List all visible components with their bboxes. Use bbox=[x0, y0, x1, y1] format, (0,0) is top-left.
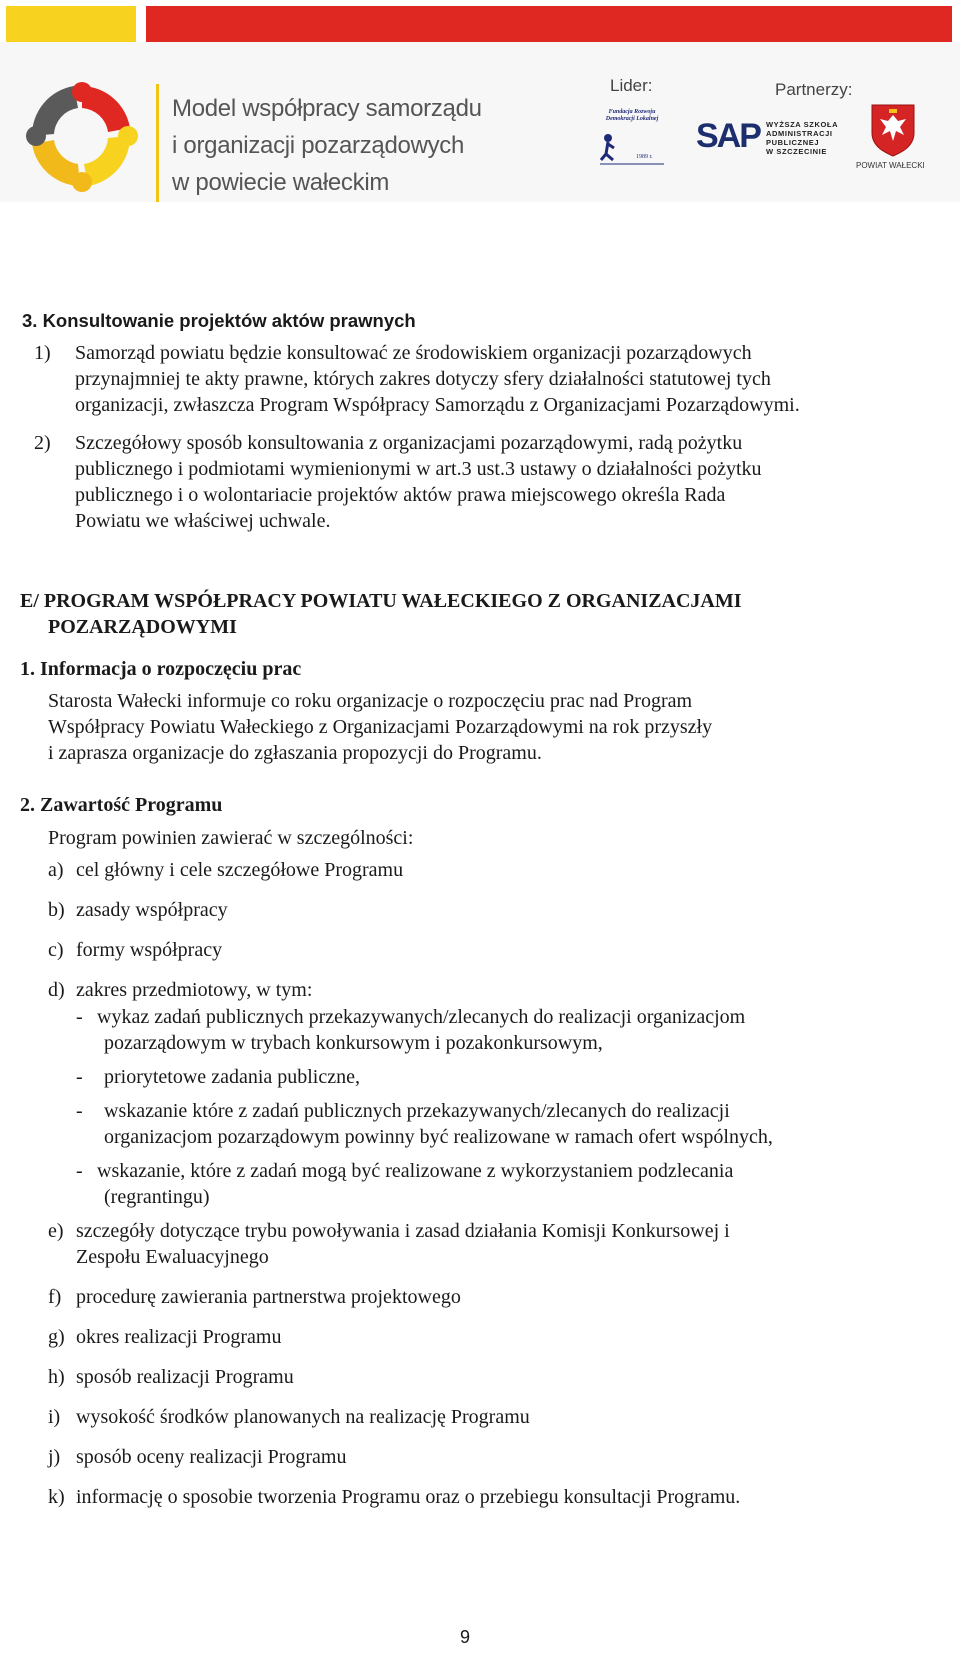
scope-subitem-cont: organizacjom pozarządowym powinny być realizowane w ramach ofert wspólnych, bbox=[104, 1126, 773, 1148]
header-yellow-bar bbox=[6, 6, 136, 42]
sap-logo: SAP bbox=[696, 117, 760, 155]
project-title-line-1: Model współpracy samorządu bbox=[172, 95, 482, 122]
program-item-cont: Zespołu Ewaluacyjnego bbox=[76, 1246, 269, 1268]
subsection-2-intro: Program powinien zawierać w szczególności: bbox=[48, 827, 414, 849]
section-3-item-2-line: Powiatu we właściwej uchwale. bbox=[75, 510, 331, 532]
lider-label: Lider: bbox=[610, 76, 653, 95]
program-item: sposób realizacji Programu bbox=[76, 1366, 294, 1388]
subsection-1-line: Starosta Wałecki informuje co roku organizacje o rozpoczęciu prac nad Program bbox=[48, 690, 693, 712]
sap-name-line-3: PUBLICZNEJ bbox=[766, 138, 820, 147]
sap-name-line-4: W SZCZECINIE bbox=[766, 147, 827, 156]
section-3-item-2-line: publicznego i podmiotami wymienionymi w art.3 ust.3 ustawy o działalności pożytku bbox=[75, 458, 762, 480]
program-item-label: j) bbox=[48, 1446, 61, 1468]
program-item-label: d) bbox=[48, 979, 65, 1001]
header-red-bar bbox=[146, 6, 952, 42]
powiat-label: POWIAT WAŁECKI bbox=[856, 161, 925, 170]
section-3-item-2-number: 2) bbox=[34, 432, 51, 454]
program-item-label: f) bbox=[48, 1286, 62, 1308]
program-item: procedurę zawierania partnerstwa projektowego bbox=[76, 1286, 461, 1308]
section-e-heading: E/ PROGRAM WSPÓŁPRACY POWIATU WAŁECKIEGO Z ORGANIZACJAMI bbox=[20, 590, 742, 612]
program-item-label: a) bbox=[48, 859, 64, 881]
section-e-heading-cont: POZARZĄDOWYMI bbox=[48, 616, 237, 638]
program-item: wysokość środków planowanych na realizację Programu bbox=[76, 1406, 530, 1428]
program-item-label: i) bbox=[48, 1406, 61, 1428]
program-item-label: h) bbox=[48, 1366, 65, 1388]
scope-dash: - bbox=[76, 1066, 83, 1088]
program-item: formy współpracy bbox=[76, 939, 223, 961]
scope-subitem-cont: pozarządowym w trybach konkursowym i pozakonkursowym, bbox=[104, 1032, 603, 1054]
program-item-label: c) bbox=[48, 939, 64, 961]
page-number: 9 bbox=[459, 1627, 470, 1647]
program-item-label: b) bbox=[48, 899, 65, 921]
subsection-1-line: Współpracy Powiatu Wałeckiego z Organizacjami Pozarządowymi na rok przyszły bbox=[48, 716, 713, 738]
program-item: zakres przedmiotowy, w tym: bbox=[76, 979, 313, 1001]
section-3-item-2-line: Szczegółowy sposób konsultowania z organizacjami pozarządowymi, radą pożytku bbox=[75, 432, 743, 454]
sap-name bbox=[766, 120, 838, 156]
program-item-label: k) bbox=[48, 1486, 65, 1508]
fundacja-name: Fundacja Rozwoju Demokracji Lokalnej bbox=[605, 109, 659, 122]
project-title-line-2: i organizacji pozarządowych bbox=[172, 132, 465, 159]
scope-dash: - bbox=[76, 1006, 83, 1028]
subsection-1-line: i zaprasza organizacje do zgłaszania propozycji do Programu. bbox=[48, 742, 542, 764]
scope-subitem: priorytetowe zadania publiczne, bbox=[104, 1066, 360, 1088]
scope-subitem: wykaz zadań publicznych przekazywanych/zlecanych do realizacji organizacjom bbox=[97, 1006, 746, 1028]
program-item: cel główny i cele szczegółowe Programu bbox=[76, 859, 404, 881]
program-item: okres realizacji Programu bbox=[76, 1326, 282, 1348]
section-3-item-1-line: organizacji, zwłaszcza Program Współpracy Samorządu z Organizacjami Pozarządowymi. bbox=[75, 394, 800, 416]
project-title bbox=[172, 90, 482, 201]
program-item: szczegóły dotyczące trybu powoływania i zasad działania Komisji Konkursowej i bbox=[76, 1220, 730, 1242]
section-3-item-1-line: przynajmniej te akty prawne, których zakres dotyczy sfery działalności statutowej tych bbox=[75, 368, 771, 390]
program-item: zasady współpracy bbox=[76, 899, 228, 921]
program-item-label: g) bbox=[48, 1326, 65, 1348]
section-3-item-1-number: 1) bbox=[34, 342, 51, 364]
section-3-heading: 3. Konsultowanie projektów aktów prawnych bbox=[22, 310, 416, 331]
scope-dash: - bbox=[76, 1160, 83, 1182]
section-3-item-2-line: publicznego i o wolontariacie projektów aktów prawa miejscowego określa Rada bbox=[75, 484, 726, 506]
section-3-item-1-line: Samorząd powiatu będzie konsultować ze środowiskiem organizacji pozarządowych bbox=[75, 342, 752, 364]
partnerzy-label: Partnerzy: bbox=[775, 80, 853, 99]
sap-name-line-2: ADMINISTRACJI bbox=[766, 129, 833, 138]
program-item: informację o sposobie tworzenia Programu oraz o przebiegu konsultacji Programu. bbox=[76, 1486, 741, 1508]
cooperation-logo-icon bbox=[18, 72, 146, 200]
sap-name-line-1: WYŻSZA SZKOŁA bbox=[766, 120, 839, 129]
powiat-crest-icon bbox=[870, 103, 916, 157]
subsection-2-heading: 2. Zawartość Programu bbox=[20, 794, 223, 816]
scope-subitem-cont: (regrantingu) bbox=[104, 1186, 210, 1208]
program-item-label: e) bbox=[48, 1220, 64, 1242]
scope-subitem: wskazanie, które z zadań mogą być realizowane z wykorzystaniem podzlecania bbox=[97, 1160, 734, 1182]
header-divider bbox=[156, 84, 159, 202]
fundacja-year: 1989 r. bbox=[636, 154, 653, 160]
subsection-1-heading: 1. Informacja o rozpoczęciu prac bbox=[20, 658, 302, 680]
scope-subitem: wskazanie które z zadań publicznych przekazywanych/zlecanych do realizacji bbox=[104, 1100, 730, 1122]
project-title-line-3: w powiecie wałeckim bbox=[172, 169, 390, 196]
scope-dash: - bbox=[76, 1100, 83, 1122]
program-item: sposób oceny realizacji Programu bbox=[76, 1446, 347, 1468]
